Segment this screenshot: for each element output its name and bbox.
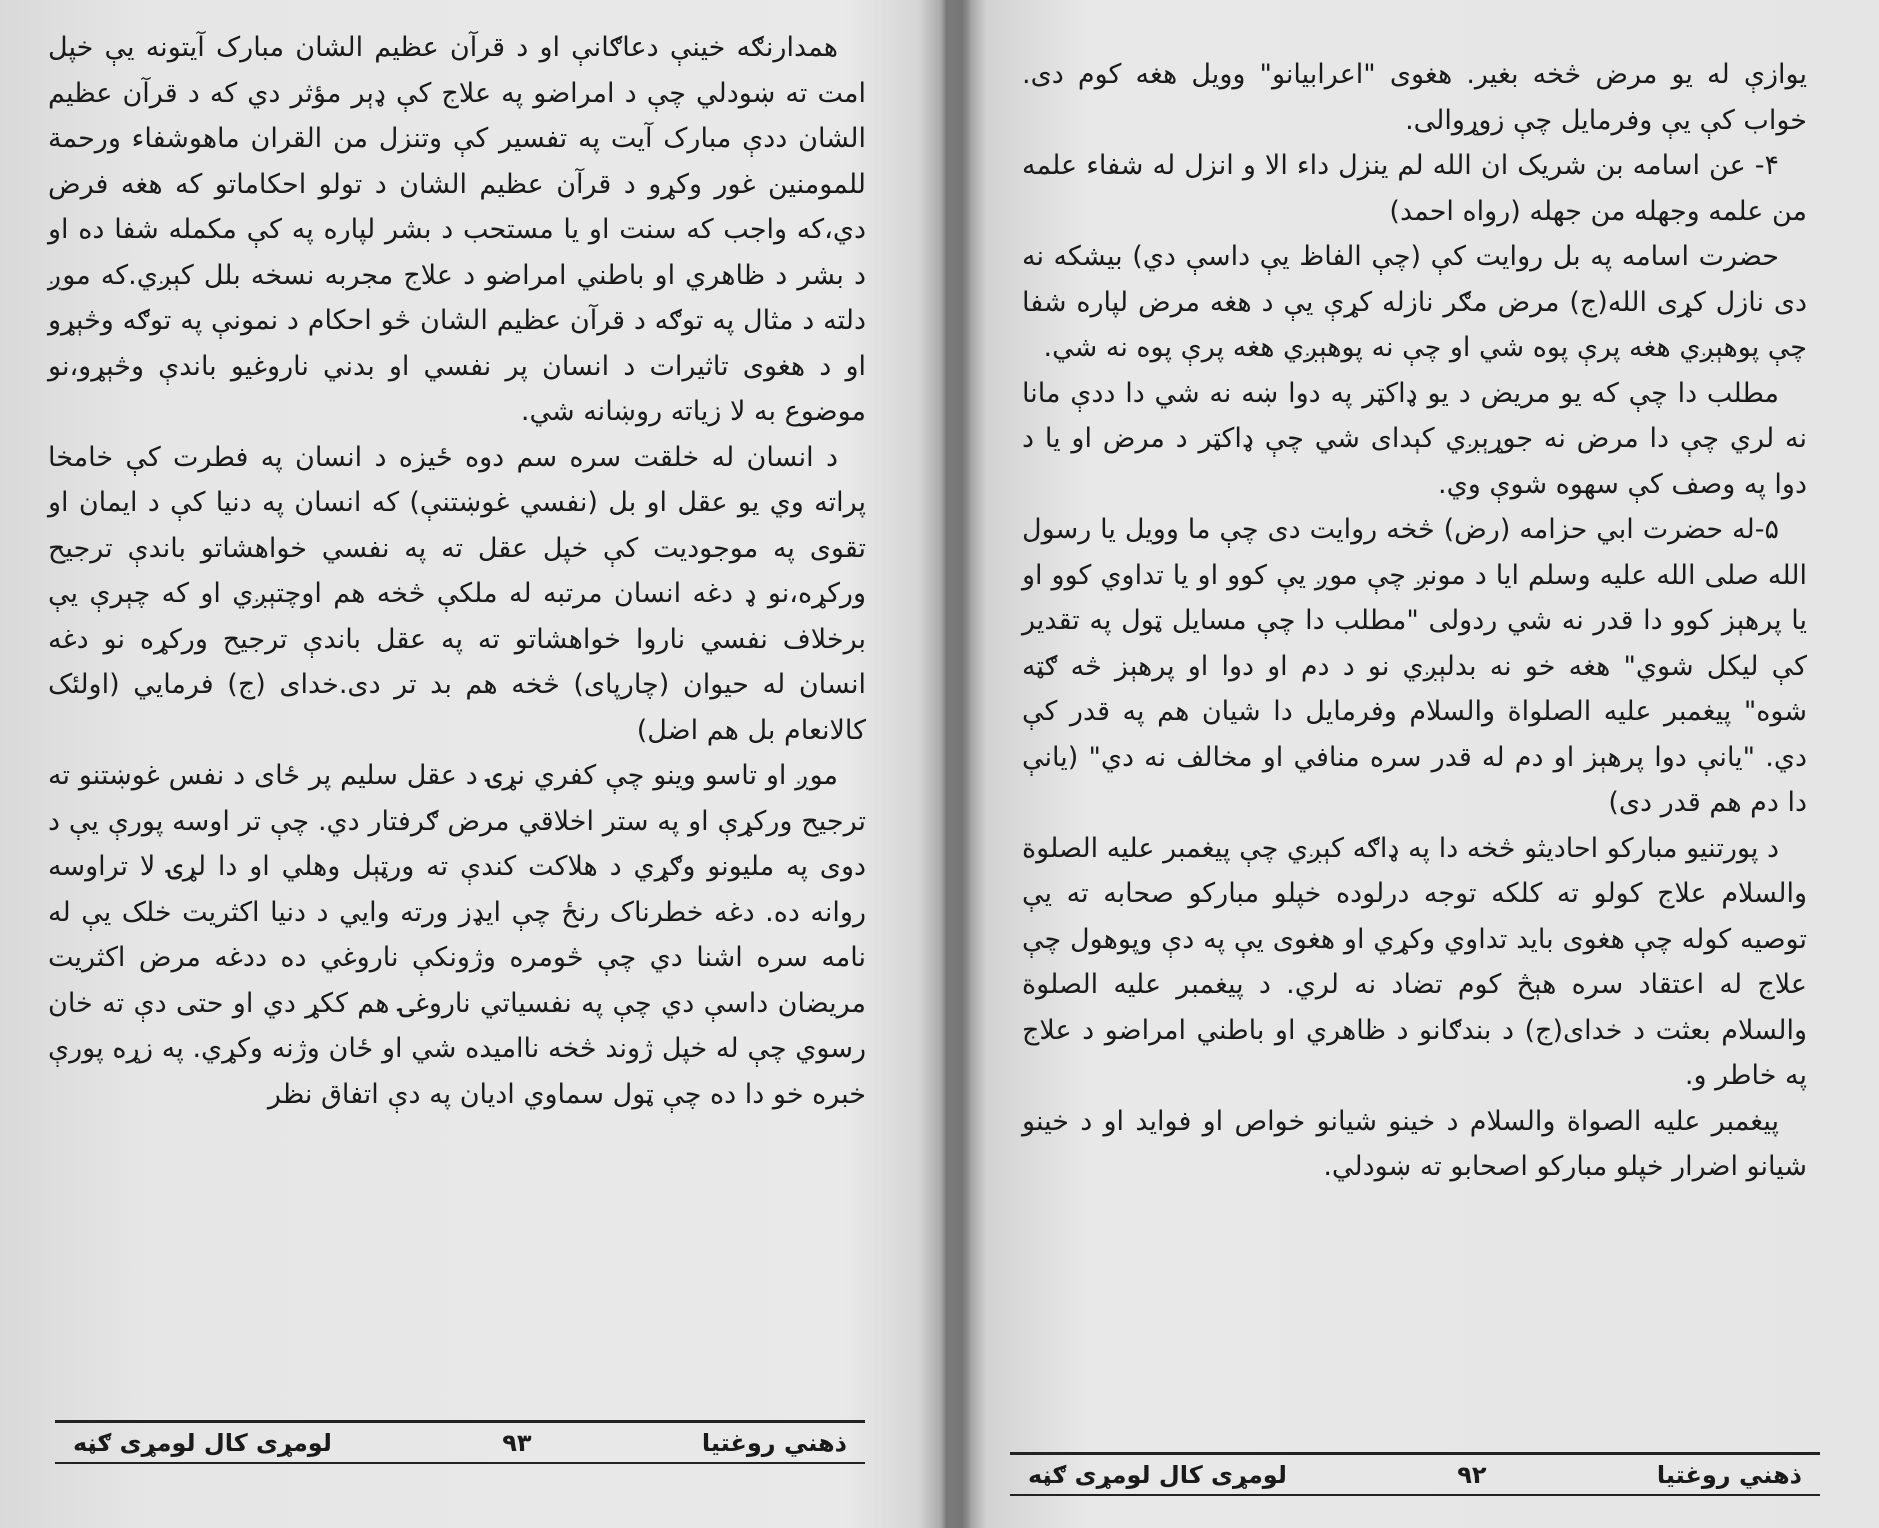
left-page-footer xyxy=(55,1420,865,1464)
paragraph: یوازې له یو مرض څخه بغیر. هغوی "اعرابیانو" وویل هغه کوم دی. خواب کې یې وفرمایل چې زوړوالی. xyxy=(1022,59,1807,136)
footer-book-issue: لومړی کال لومړی ګڼه xyxy=(1028,1460,1287,1489)
right-page-footer xyxy=(1010,1452,1820,1496)
paragraph: ۵-له حضرت ابي حزامه (رض) څخه روایت دی چې ما وویل یا رسول الله صلی الله علیه وسلم ایا د مونږ چې موږ یې کوو او یا تداوي کوو او یا پرهېز کوو دا قدر نه شي ردولی "مطلب دا چې مسایل ټول په تقدیر کې لیکل شوي" هغه خو نه بدلېږي نو د دم او دوا او پرهېز څه ګټه شوه" پیغمبر علیه الصلواة والسلام وفرمایل دا شیان هم په قدر کې دي. "یانې دوا پرهېز او دم له قدر سره منافي او مخالف نه دي" (یانې دا دم هم قدر دی) xyxy=(1022,514,1807,818)
page-number: ۹۲ xyxy=(1457,1460,1487,1489)
footer-title: ذهني روغتیا xyxy=(701,1428,847,1457)
left-page-body xyxy=(48,25,866,1117)
paragraph: پیغمبر علیه الصواة والسلام د خینو شیانو خواص او فواید او د خینو شیانو اضرار خپلو مبارکو اصحابو ته ښودلي. xyxy=(1022,1105,1807,1182)
paragraph: ۴- عن اسامه بن شریک ان الله لم ینزل داء الا و انزل له شفاء علمه من علمه وجهله من جهله (رواه احمد) xyxy=(1022,150,1807,227)
left-page xyxy=(0,0,930,1528)
paragraph: د پورتنیو مبارکو احادیثو څخه دا په ډاګه کېږي چې پیغمبر علیه الصلوة والسلام علاج کولو ته کلکه توجه درلوده خپلو مبارکو صحابه ته یې توصیه کوله چې هغوی باید تداوي وکړي او هغوی یې په دې وپوهول چې علاج له اعتقاد سره هېڅ کوم تضاد نه لري. د پیغمبر علیه الصلوة والسلام بعثت د خدای(ج) د بندګانو د ظاهري او باطني امراضو د علاج په خاطر و. xyxy=(1022,832,1807,1091)
page-number: ۹۳ xyxy=(502,1428,532,1457)
right-page xyxy=(960,0,1879,1528)
paragraph: د انسان له خلقت سره سم دوه ځیزه د انسان په فطرت کې خامخا پراته وي یو عقل او بل (نفسي غوښتنې) که انسان په دنیا کې د ایمان او تقوی په موجودیت کې خپل عقل ته په نفسي خواهشاتو باندې ترجیح ورکړه،نو ډ دغه انسان مرتبه له ملکې څخه هم اوچتېږي او که چېرې یې برخلاف نفسي ناروا خواهشاتو ته په عقل باندې ترجیح ورکړه نو دغه انسان له حیوان (چارپای) څخه هم بد تر دی.خدای (ج) فرمایي (اولئک کالانعام بل هم اضل) xyxy=(48,441,866,746)
paragraph: موږ او تاسو وینو چې کفري نړۍ د عقل سلیم پر ځای د نفس غوښتنو ته ترجیح ورکړې او په ستر اخلاقي مرض ګرفتار دي. چې تر اوسه پورې یې د دوی په ملیونو وګړي د هلاکت کندې ته ورټېل وهلي او دا لړۍ لا تراوسه روانه ده. دغه خطرناک رنځ چې ایډز ورته وایي د دنیا اکثریت خلک یې له نامه سره اشنا دي چې څومره وژونکې ناروغي ده ددغه مرض اکثریت مریضان داسې دي چې په نفسیاتي ناروغۍ هم ککړ دي او حتی دې ته خان رسوي چې له خپل ژوند څخه ناامیده شي او ځان وژنه وکړي. په زړه پورې خبره خو دا ده چې ټول سماوي ادیان په دې اتفاق نظر xyxy=(48,760,866,1110)
footer-book-issue: لومړی کال لومړی ګڼه xyxy=(73,1428,332,1457)
footer-title: ذهني روغتیا xyxy=(1656,1460,1802,1489)
paragraph: همدارنګه خینې دعاګانې او د قرآن عظیم الشان مبارک آیتونه یې خپل امت ته ښودلي چې د امراضو په علاج کې ډېر مؤثر دي که د قرآن عظیم الشان ددې مبارک آیت په تفسیر کې وتنزل من القران ماهوشفاء ورحمة للمومنین غور وکړو د قرآن عظیم الشان د تولو احکاماتو که هغه فرض دي،که واجب که سنت او یا مستحب د بشر لپاره په کې مکمله شفا ده او د بشر د ظاهري او باطني امراضو د علاج مجربه نسخه بلل کېږي.که موږ دلته د مثال په توګه د قرآن عظیم الشان څو احکام د نمونې په توګه وڅېړو او د هغوی تاثیرات د انسان پر نفسي او بدني ناروغیو باندې وڅېړو،نو موضوع به لا زیاته روښانه شي. xyxy=(48,32,866,427)
paragraph: حضرت اسامه په بل روایت کې (چې الفاظ یې داسې دي) بیشکه نه دی نازل کړی الله(ج) مرض مګر نازله کړې یې د هغه مرض لپاره شفا چې پوهېږي هغه پرې پوه شي او چې نه پوهېږي هغه پرې پوه نه شي. xyxy=(1022,241,1807,363)
right-page-body xyxy=(1022,52,1807,1190)
paragraph: مطلب دا چې که یو مریض د یو ډاکټر په دوا ښه نه شي دا ددې مانا نه لري چې دا مرض نه جوړېږي کېدای شي چې ډاکټر د مرض او یا د دوا په وصف کې سهوه شوې وي. xyxy=(1022,377,1807,500)
